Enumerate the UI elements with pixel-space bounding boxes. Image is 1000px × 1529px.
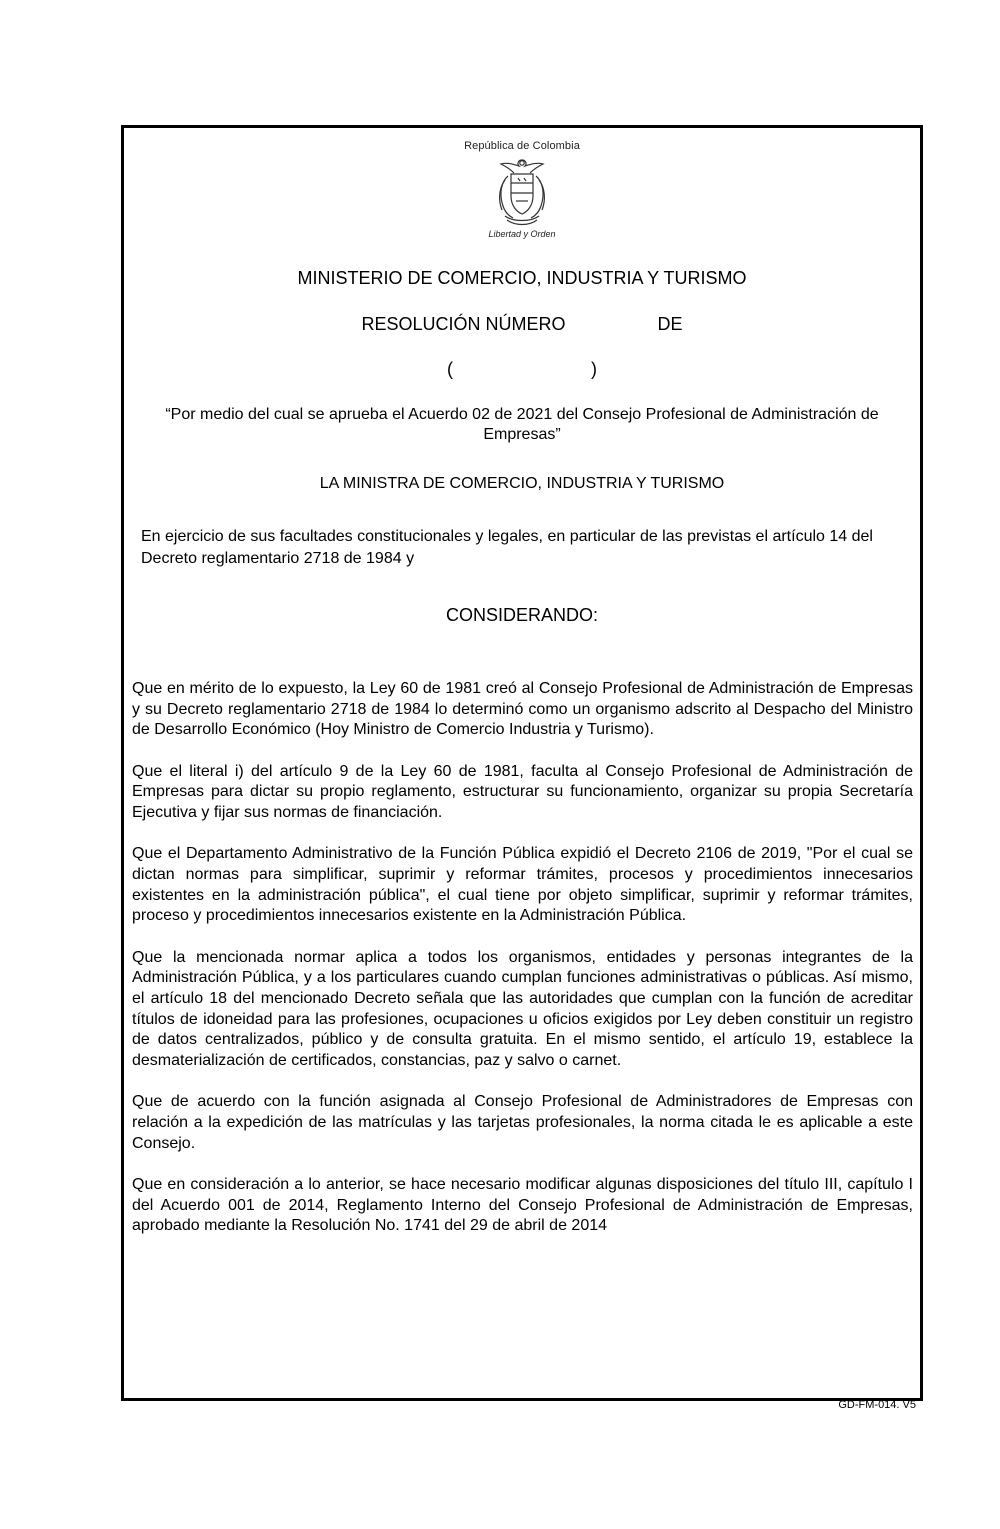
seal-top-text: República de Colombia (464, 140, 580, 152)
resolution-line (124, 314, 920, 335)
seal-block (124, 140, 920, 239)
consideration-paragraph: Que la mencionada normar aplica a todos los organismos, entidades y personas integrantes de la Administración Pública, y a los particulares cuando cumplan funciones administrativas o públicas. Así mismo, el artículo 18 del mencionado Decreto señala que las autoridades que cumplan con la función de acreditar títulos de idoneidad para las profesiones, ocupaciones u oficios exigidos por Ley deben constituir un registro de datos centralizados, público y de consulta gratuita. En el mismo sentido, el artículo 19, establece la desmaterialización de certificados, constancias, paz y salvo o carnet. (132, 948, 913, 1070)
seal-bottom-text: Libertad y Orden (488, 229, 556, 239)
document-frame (121, 125, 923, 1401)
considerations-body (132, 679, 913, 1257)
coat-of-arms-icon (491, 156, 553, 228)
resolution-subject: “Por medio del cual se aprueba el Acuerdo 02 de 2021 del Consejo Profesional de Administración de Empresas” (165, 406, 879, 443)
exercise-clause: En ejercicio de sus facultades constitucionales y legales, en particular de las previstas el artículo 14 del Decreto reglamentario 2718 de 1984 y (141, 528, 873, 567)
considerando-heading: CONSIDERANDO: (445, 605, 598, 625)
paren-close: ) (591, 359, 597, 379)
resolution-de: DE (657, 314, 683, 334)
consideration-paragraph: Que de acuerdo con la función asignada al Consejo Profesional de Administradores de Empresas con relación a la expedición de las matrículas y las tarjetas profesionales, la norma citada le es aplicable a este Consejo. (132, 1093, 913, 1152)
consideration-paragraph: Que el literal i) del artículo 9 de la Ley 60 de 1981, faculta al Consejo Profesional de Administración de Empresas para dictar su propio reglamento, estructurar su funcionamiento, organizar su propia Secretaría Ejecutiva y fijar sus normas de financiación. (132, 762, 913, 822)
consideration-paragraph: Que el Departamento Administrativo de la Función Pública expidió el Decreto 2106 de 2019, "Por el cual se dictan normas para simplificar, suprimir y reformar trámites, procesos y procedimientos innecesarios existentes en la administración pública", el cual tiene por objeto simplificar, suprimir y reformar trámites, proceso y procedimientos innecesarios existente en la Administración Pública. (132, 845, 913, 925)
resolution-label: RESOLUCIÓN NÚMERO (361, 314, 566, 334)
date-placeholder (124, 359, 920, 380)
ministry-title: MINISTERIO DE COMERCIO, INDUSTRIA Y TURISMO (297, 268, 747, 288)
form-code: GD-FM-014. V5 (838, 1399, 916, 1411)
consideration-paragraph: Que en consideración a lo anterior, se hace necesario modificar algunas disposiciones del título III, capítulo I del Acuerdo 001 de 2014, Reglamento Interno del Consejo Profesional de Administración de Empresas, aprobado mediante la Resolución No. 1741 del 29 de abril de 2014 (132, 1175, 913, 1235)
consideration-paragraph: Que en mérito de lo expuesto, la Ley 60 de 1981 creó al Consejo Profesional de Administración de Empresas y su Decreto reglamentario 2718 de 1984 lo determinó como un organismo adscrito al Despacho del Ministro de Desarrollo Económico (Hoy Ministro de Comercio Industria y Turismo). (132, 680, 913, 739)
authority-line: LA MINISTRA DE COMERCIO, INDUSTRIA Y TURISMO (319, 475, 725, 492)
paren-open: ( (447, 359, 453, 379)
